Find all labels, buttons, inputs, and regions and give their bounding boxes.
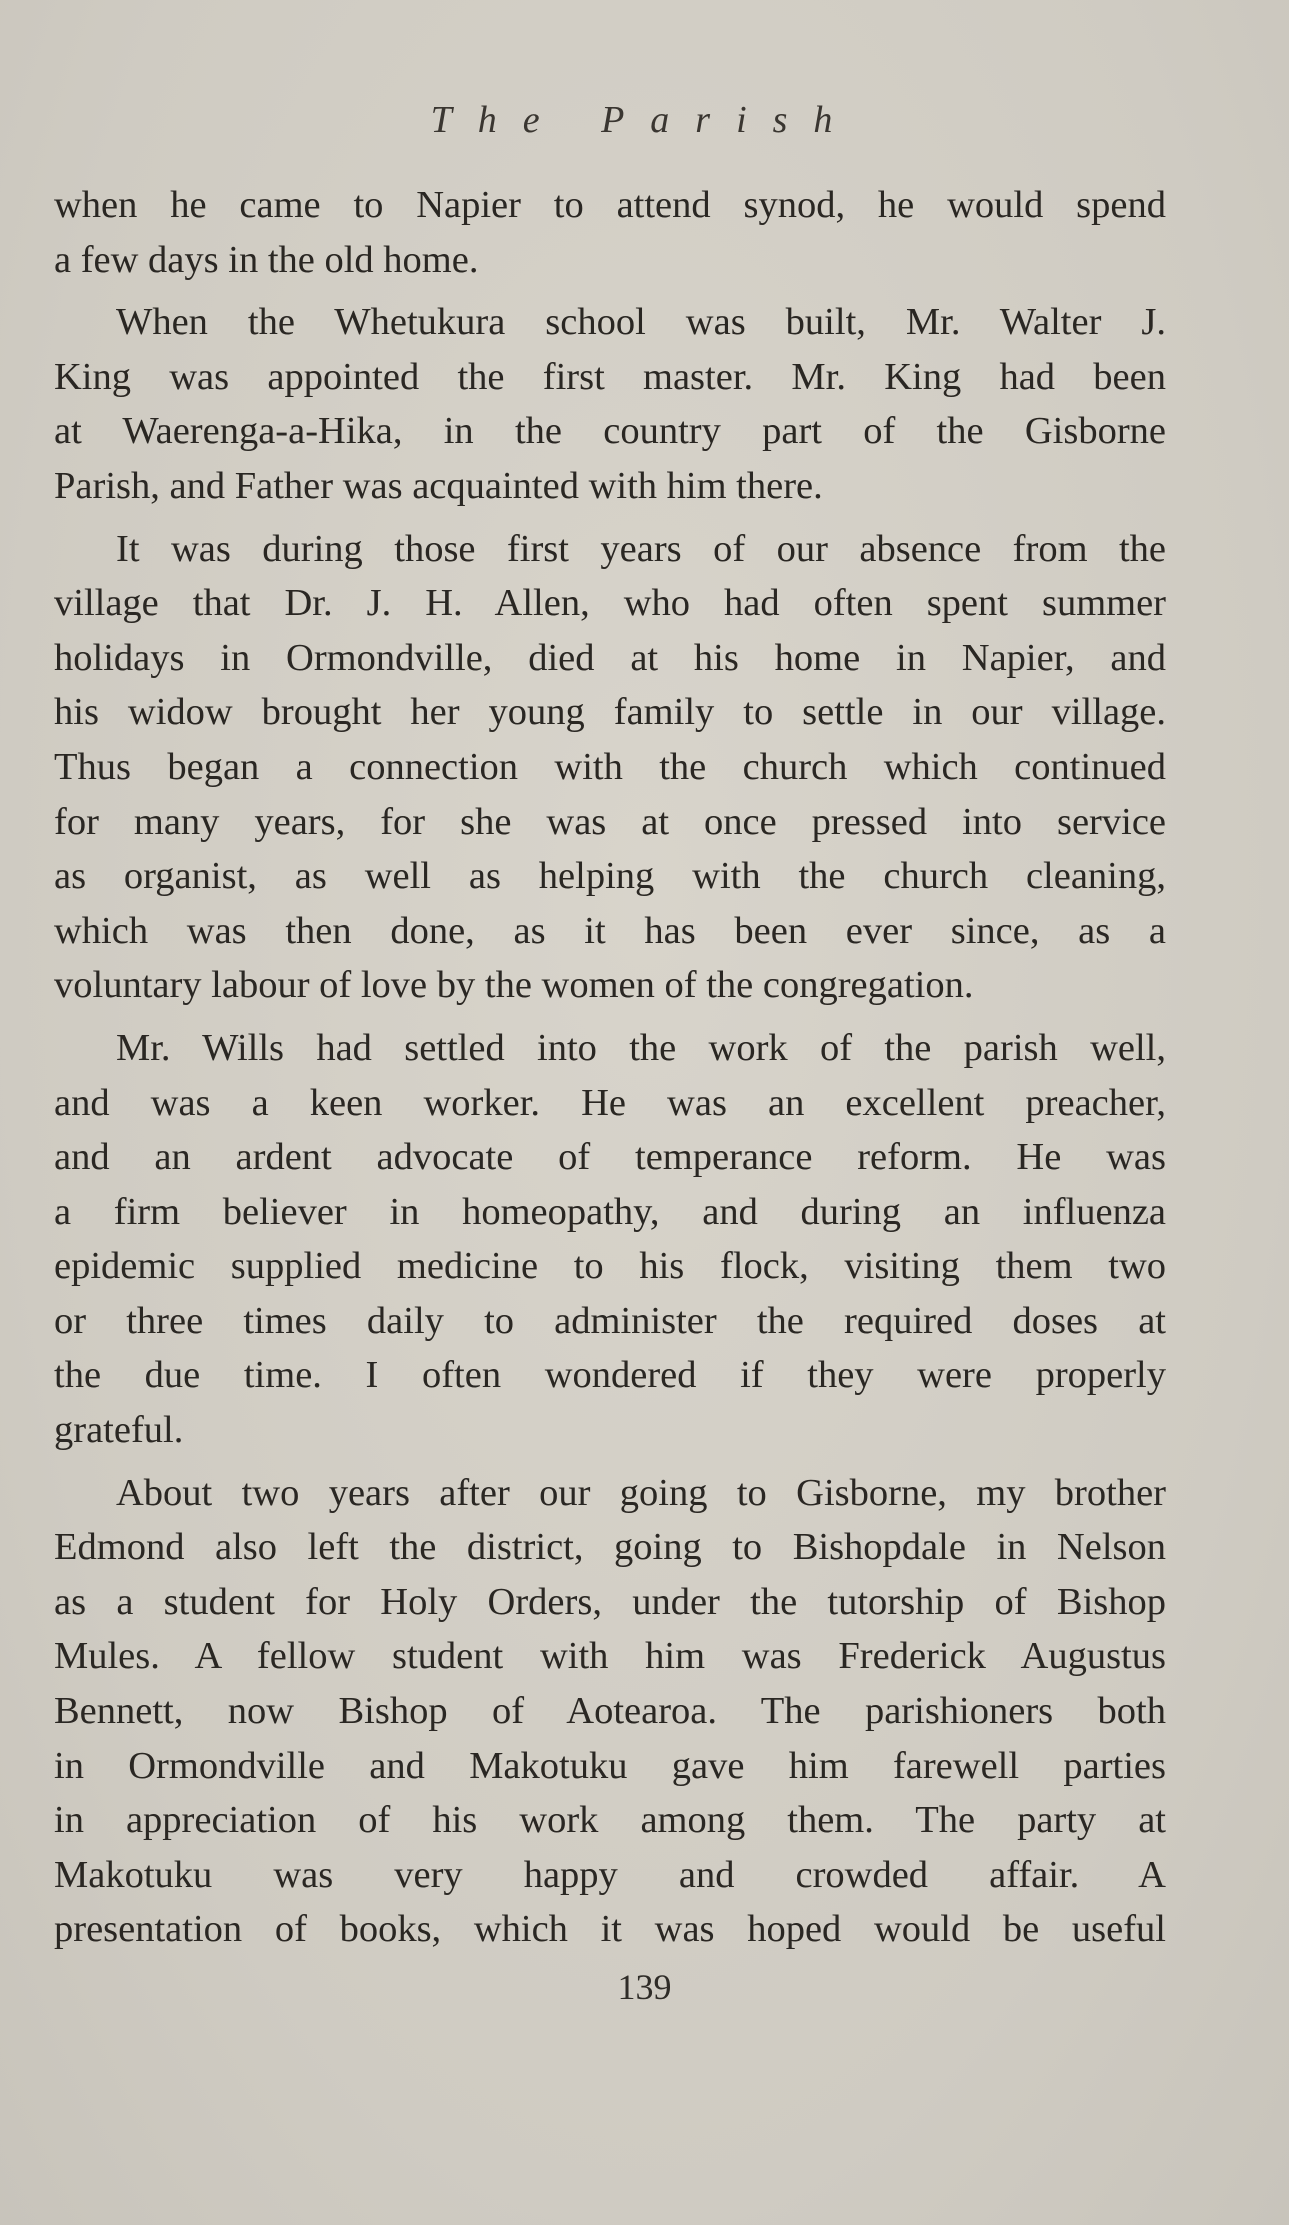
text-line: at Waerenga-a-Hika, in the country part of the Gisborne	[54, 410, 1166, 453]
text-line: or three times daily to administer the required doses at	[54, 1299, 1166, 1342]
text-line: grateful.	[54, 1409, 184, 1452]
text-line: It was during those first years of our absence from the	[116, 527, 1166, 570]
paragraph	[54, 522, 1166, 1013]
text-line: and an ardent advocate of temperance reform. He was	[54, 1136, 1166, 1179]
text-line: in Ormondville and Makotuku gave him farewell parties	[54, 1744, 1166, 1787]
paragraph	[54, 178, 1166, 287]
text-line: as a student for Holy Orders, under the tutorship of Bishop	[54, 1580, 1166, 1623]
text-line: About two years after our going to Gisborne, my brother	[116, 1471, 1166, 1514]
paragraph	[54, 295, 1166, 513]
text-line: Parish, and Father was acquainted with him there.	[54, 464, 823, 507]
text-line: Makotuku was very happy and crowded affair. A	[54, 1853, 1166, 1896]
text-line: When the Whetukura school was built, Mr. Walter J.	[116, 301, 1166, 344]
text-line: and was a keen worker. He was an excellent preacher,	[54, 1081, 1166, 1124]
page-number: 139	[617, 1967, 672, 2007]
text-line: Mr. Wills had settled into the work of the parish well,	[116, 1026, 1166, 1069]
text-line: holidays in Ormondville, died at his home in Napier, and	[54, 636, 1166, 679]
text-line: King was appointed the first master. Mr. King had been	[54, 355, 1166, 398]
text-line: for many years, for she was at once pressed into service	[54, 800, 1166, 843]
text-line: village that Dr. J. H. Allen, who had often spent summer	[54, 582, 1166, 625]
text-line: as organist, as well as helping with the church cleaning,	[54, 855, 1166, 898]
text-line: which was then done, as it has been ever since, as a	[54, 909, 1166, 952]
text-line: a few days in the old home.	[54, 238, 479, 281]
running-head: The Parish	[430, 99, 859, 141]
text-line: Thus began a connection with the church which continued	[54, 745, 1166, 788]
text-line: Mules. A fellow student with him was Frederick Augustus	[54, 1635, 1166, 1678]
text-line: presentation of books, which it was hoped would be useful	[54, 1908, 1166, 1951]
text-line: his widow brought her young family to settle in our village.	[54, 691, 1166, 734]
text-line: in appreciation of his work among them. The party at	[54, 1799, 1166, 1842]
paragraph	[54, 1021, 1166, 1458]
text-line: the due time. I often wondered if they were properly	[54, 1354, 1166, 1397]
body-text	[54, 178, 1166, 1965]
text-line: epidemic supplied medicine to his flock, visiting them two	[54, 1245, 1166, 1288]
text-line: voluntary labour of love by the women of the congregation.	[54, 964, 974, 1007]
paragraph	[54, 1466, 1166, 1957]
text-line: Edmond also left the district, going to Bishopdale in Nelson	[54, 1526, 1166, 1569]
text-line: when he came to Napier to attend synod, he would spend	[54, 184, 1166, 226]
text-line: a firm believer in homeopathy, and during an influenza	[54, 1190, 1166, 1233]
text-line: Bennett, now Bishop of Aotearoa. The parishioners both	[54, 1690, 1166, 1733]
